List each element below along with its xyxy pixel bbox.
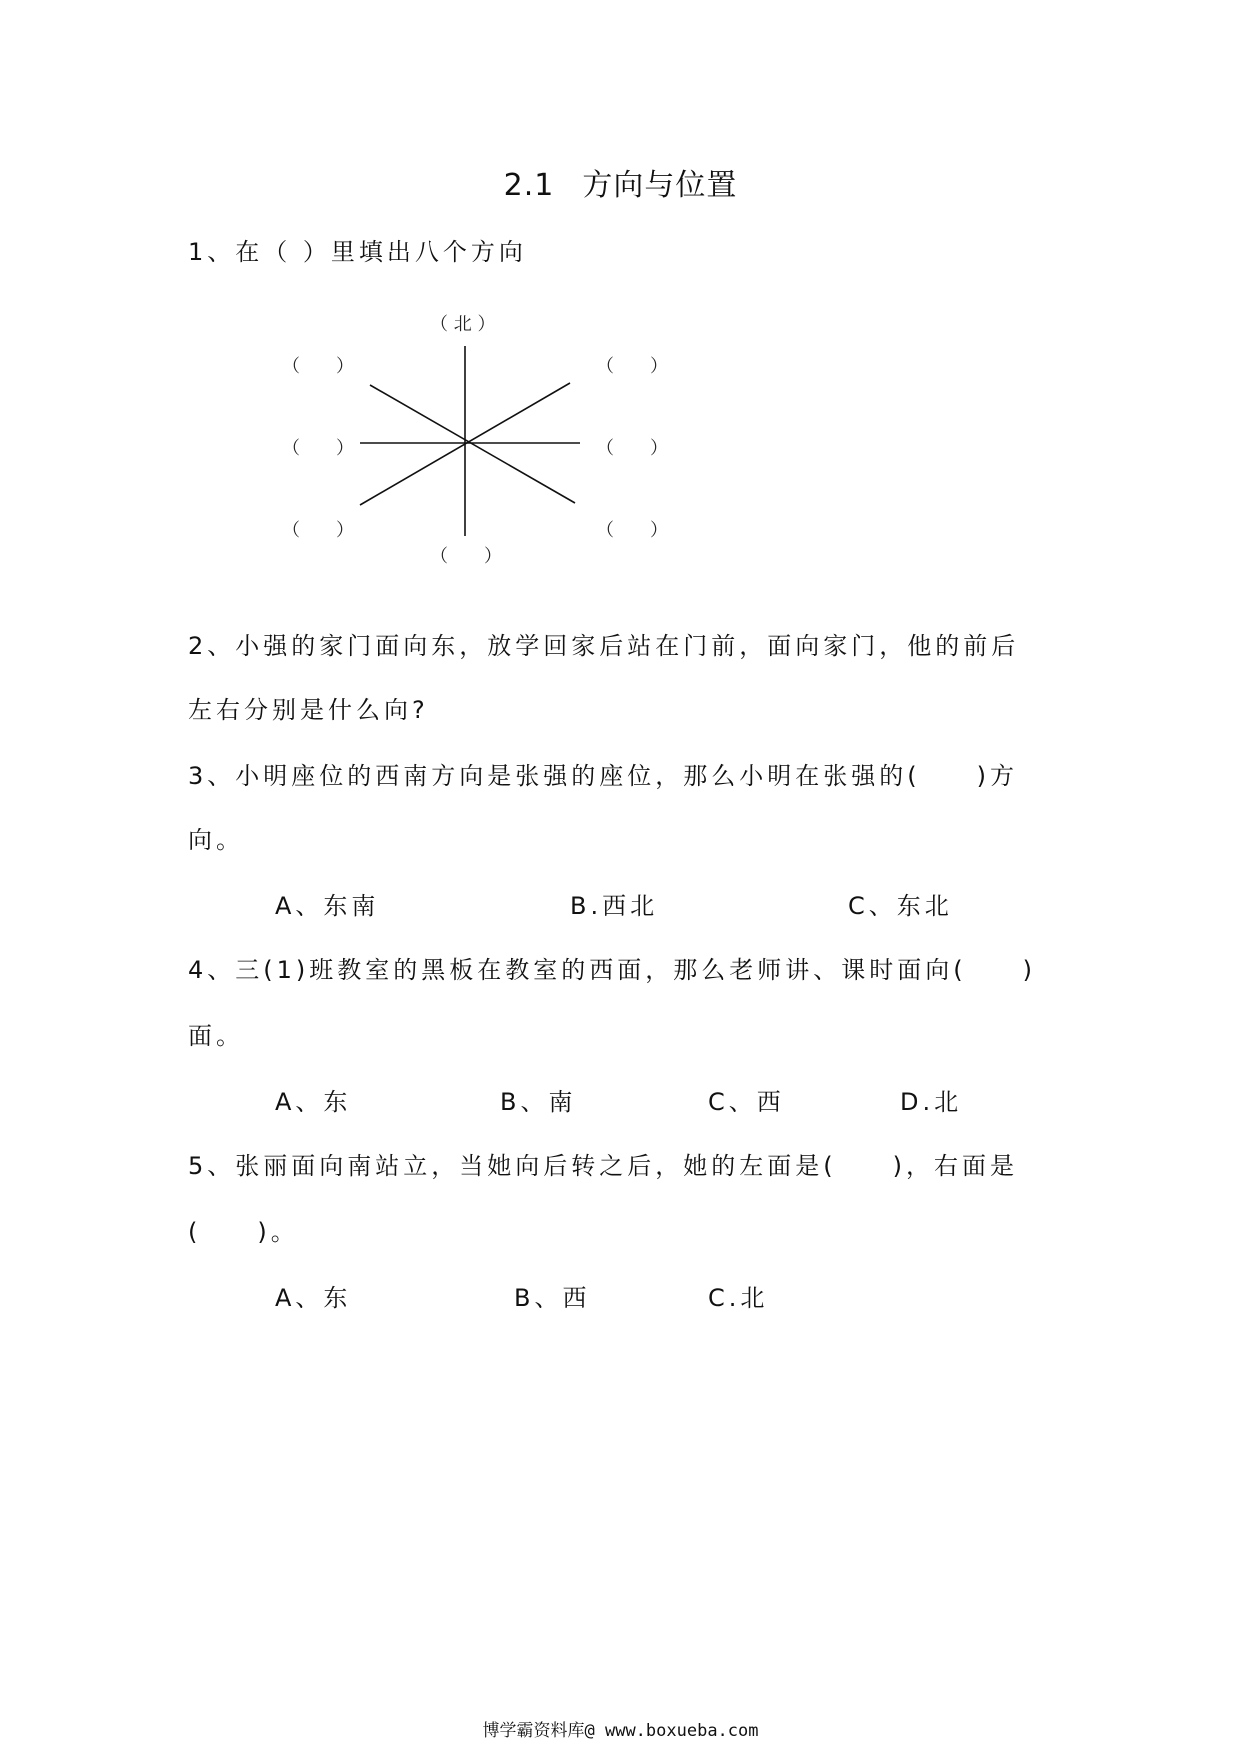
label-north: （ 北 ） xyxy=(430,314,496,335)
question-2-line-1: 2、小强的家门面向东，放学回家后站在门前，面向家门，他的前后 xyxy=(188,632,1020,660)
question-2-line-2: 左右分别是什么向? xyxy=(188,696,429,724)
label-northwest: （ ） xyxy=(282,356,354,377)
q4-option-c: C、西 xyxy=(708,1088,785,1116)
title-text: 方向与位置 xyxy=(582,168,738,203)
question-3-line-1: 3、小明座位的西南方向是张强的座位，那么小明在张强的( )方 xyxy=(188,762,1018,790)
label-east: （ ） xyxy=(596,438,668,459)
northwest-southeast-line xyxy=(370,385,575,503)
q4-option-a: A、东 xyxy=(275,1088,352,1116)
q3-option-b: B.西北 xyxy=(570,892,659,920)
q3-option-c: C、东北 xyxy=(848,892,953,920)
question-4-line-2: 面。 xyxy=(188,1022,244,1050)
question-5-line-1: 5、张丽面向南站立，当她向后转之后，她的左面是( )，右面是 xyxy=(188,1152,1018,1180)
q4-option-d: D.北 xyxy=(900,1088,963,1116)
question-5-line-2: ( )。 xyxy=(188,1218,299,1246)
label-southwest: （ ） xyxy=(282,520,354,541)
footer-watermark: 博学霸资料库@ www.boxueba.com xyxy=(482,1721,759,1741)
label-west: （ ） xyxy=(282,438,354,459)
label-southeast: （ ） xyxy=(596,520,668,541)
q4-option-b: B、南 xyxy=(500,1088,577,1116)
question-1: 1、在（ ）里填出八个方向 xyxy=(188,238,527,266)
title-number: 2.1 xyxy=(503,168,555,203)
page-title xyxy=(0,160,1241,204)
label-northeast: （ ） xyxy=(596,356,668,377)
q5-option-c: C.北 xyxy=(708,1284,769,1312)
label-south: （ ） xyxy=(430,546,502,567)
question-3-line-2: 向。 xyxy=(188,826,244,854)
q3-option-a: A、东南 xyxy=(275,892,380,920)
q5-option-a: A、东 xyxy=(275,1284,352,1312)
q5-option-b: B、西 xyxy=(514,1284,591,1312)
question-4-line-1: 4、三(1)班教室的黑板在教室的西面，那么老师讲、课时面向( ) xyxy=(188,956,1036,984)
compass-rose-diagram xyxy=(330,338,590,558)
